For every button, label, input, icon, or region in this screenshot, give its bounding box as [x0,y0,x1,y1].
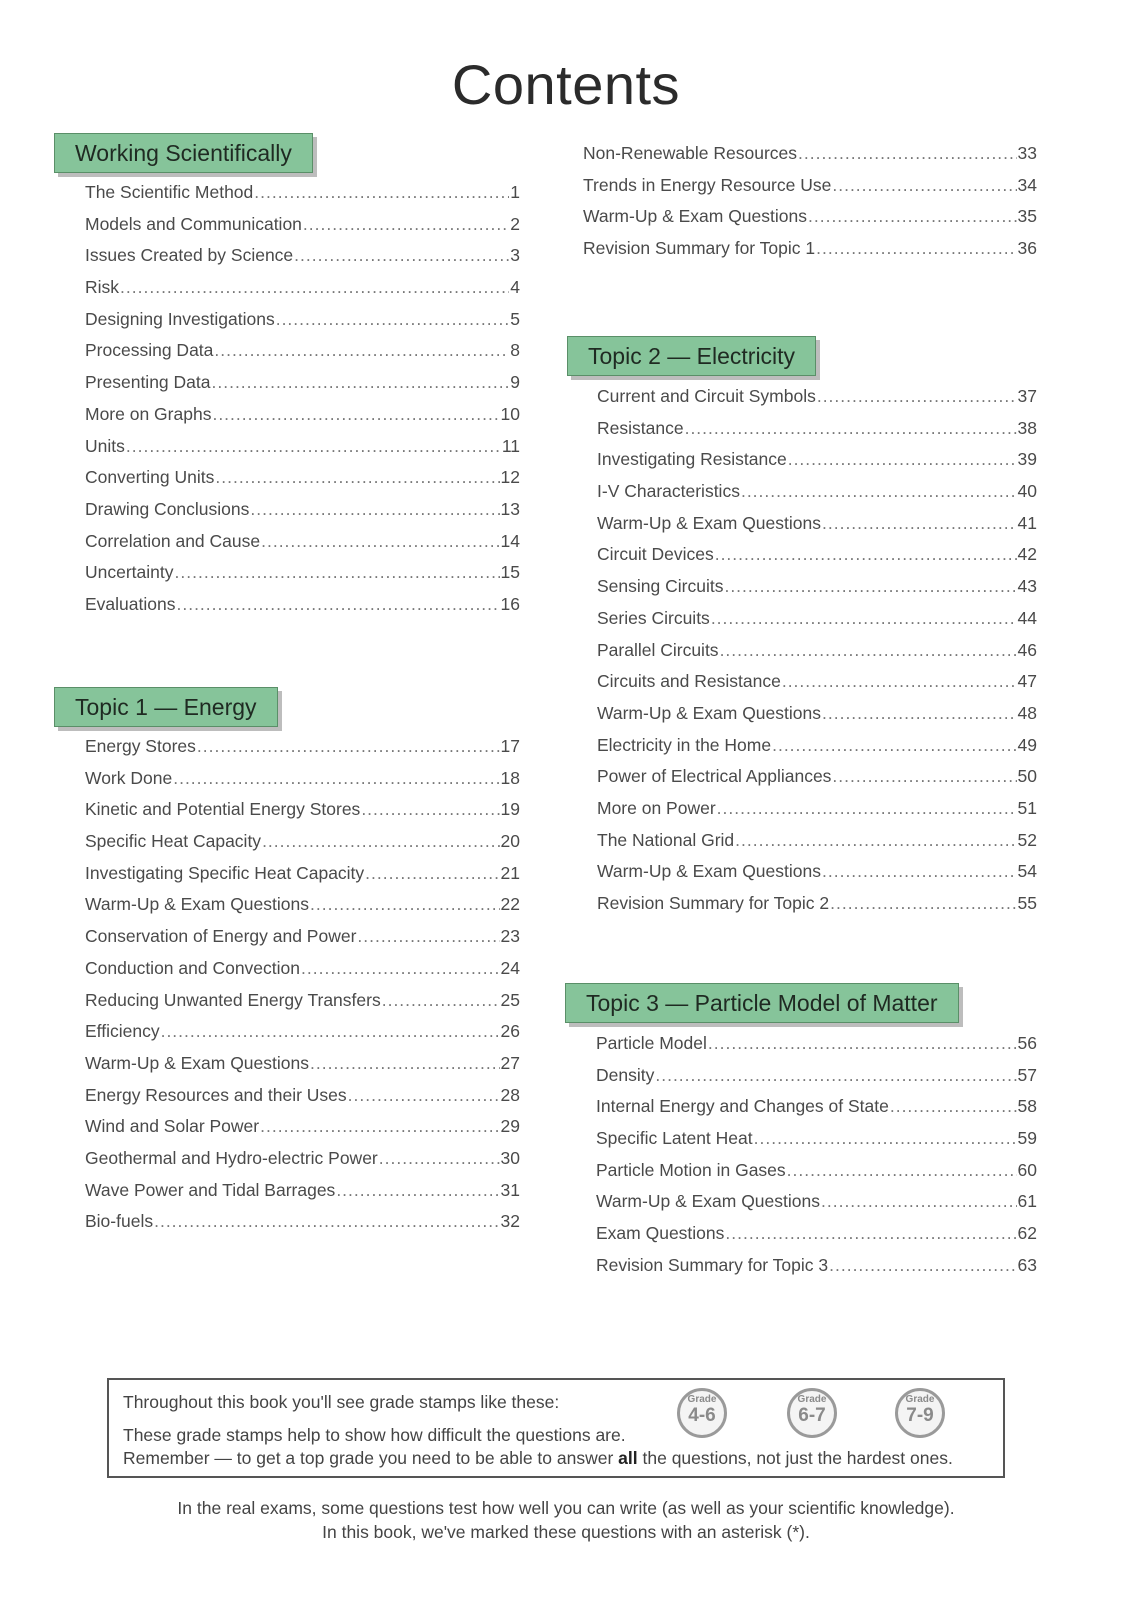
toc-entry-title: Presenting Data [85,372,211,393]
toc-entry-page: 15 [500,562,520,583]
toc-entry-page: 40 [1017,481,1037,502]
toc-entry [597,418,1037,450]
toc-entry-leader [720,640,1017,661]
toc-entry-page: 11 [501,435,520,456]
toc-entry-title: Designing Investigations [85,308,275,329]
grade-stamp-value: 4-6 [688,1405,716,1426]
toc-entry-leader [336,1180,499,1201]
toc-entry-leader [717,798,1017,819]
toc-entry-title: Wave Power and Tidal Barrages [85,1179,336,1200]
toc-entry-leader [276,309,510,330]
toc-entry-page: 37 [1017,386,1037,406]
toc-entry-title: Particle Model [596,1033,707,1053]
toc-entry [85,467,520,499]
toc-entry-leader [310,894,500,915]
toc-entry-leader [261,531,499,552]
toc-entry-leader [382,990,500,1011]
toc-entry [596,1096,1037,1128]
toc-entry-title: Risk [85,277,120,298]
toc-entry-leader [348,1085,500,1106]
toc-entry-leader [830,893,1016,914]
toc-entry-title: Electricity in the Home [597,734,772,755]
toc-entry [583,143,1037,175]
toc-entry [85,277,520,309]
toc-entry-title: Evaluations [85,593,176,614]
toc-entry-page: 12 [500,467,520,488]
section-heading-topic-2: Topic 2 — Electricity [567,336,816,376]
toc-entry-title: Investigating Resistance [597,449,787,470]
toc-entry-page: 23 [500,926,520,947]
toc-entry [85,436,520,468]
toc-entry-title: Density [596,1064,655,1085]
toc-entry-title: Revision Summary for Topic 2 [597,893,830,913]
toc-entry-page: 4 [510,277,520,298]
toc-entry-leader [361,799,499,820]
toc-entry-page: 26 [500,1021,520,1042]
toc-entry [596,1191,1037,1223]
toc-entry-title: Parallel Circuits [597,639,719,660]
toc-entry-title: More on Power [597,797,716,818]
toc-entry-leader [685,418,1017,439]
toc-entry-leader [262,831,499,852]
toc-entry-page: 36 [1017,238,1037,259]
page-title: Contents [451,53,681,116]
grade-box-line-3-end: the questions, not just the hardest ones. [637,1448,953,1468]
toc-entry-page: 27 [500,1052,520,1073]
toc-list-working-scientifically [85,182,520,626]
toc-entry-page: 24 [500,957,520,978]
toc-entry-page: 22 [500,894,520,915]
toc-entry-page: 31 [500,1179,520,1200]
toc-entry-leader [822,861,1017,882]
toc-entry-title: Processing Data [85,340,214,361]
toc-entry-leader [212,372,510,393]
toc-entry [596,1128,1037,1160]
toc-entry-page: 43 [1017,576,1037,597]
toc-entry [597,735,1037,767]
toc-entry-page: 60 [1017,1159,1037,1180]
toc-entry [85,831,520,863]
toc-entry-leader [782,671,1017,692]
toc-entry [597,513,1037,545]
toc-entry [85,309,520,341]
toc-list-topic-3 [596,1033,1037,1287]
toc-entry-leader [294,245,509,266]
toc-entry-leader [829,1255,1016,1276]
toc-entry [85,863,520,895]
toc-entry-page: 63 [1017,1254,1037,1275]
toc-entry-title: Circuit Devices [597,544,714,565]
toc-entry [597,386,1037,418]
toc-entry-leader [154,1211,499,1232]
toc-entry-page: 29 [500,1116,520,1137]
toc-entry-page: 59 [1017,1128,1037,1149]
toc-entry-title: Correlation and Cause [85,530,261,551]
toc-entry-title: Sensing Circuits [597,576,724,597]
toc-entry-leader [711,608,1017,629]
toc-entry-page: 25 [500,989,520,1010]
toc-entry-leader [715,544,1017,565]
toc-entry-page: 55 [1017,893,1037,913]
toc-entry [596,1033,1037,1065]
toc-entry-title: Issues Created by Science [85,245,294,266]
toc-entry-leader [817,386,1017,407]
toc-entry-leader [890,1096,1017,1117]
toc-entry-title: Reducing Unwanted Energy Transfers [85,989,381,1010]
toc-entry [597,766,1037,798]
toc-entry-title: The Scientific Method [85,182,254,202]
section-heading-topic-1: Topic 1 — Energy [54,687,278,727]
toc-list-topic-2 [597,386,1037,925]
toc-entry-page: 58 [1017,1096,1037,1117]
toc-entry [85,768,520,800]
toc-entry-page: 47 [1017,671,1037,692]
toc-entry [85,182,520,214]
toc-entry [597,640,1037,672]
toc-entry-title: Resistance [597,417,684,438]
toc-entry-page: 1 [510,182,520,202]
toc-entry-page: 44 [1017,607,1037,628]
toc-entry-title: Models and Communication [85,213,302,234]
grade-stamp-value: 6-7 [798,1405,826,1426]
toc-entry-title: Series Circuits [597,607,710,628]
toc-entry-leader [126,436,501,457]
toc-entry-title: Units [85,435,125,456]
toc-entry-leader [161,1021,500,1042]
toc-entry-leader [741,481,1017,502]
toc-entry-leader [176,594,499,615]
toc-entry-title: Wind and Solar Power [85,1116,260,1137]
grade-stamp-label: Grade [687,1394,717,1405]
toc-entry [597,576,1037,608]
toc-entry-title: The National Grid [597,829,735,850]
toc-entry-leader [215,467,499,488]
grade-stamp-4-6-icon [677,1388,727,1438]
grade-box-line-1: Throughout this book you'll see grade stamps like these: [123,1392,560,1412]
toc-entry [85,531,520,563]
grade-stamp-label: Grade [905,1394,935,1405]
toc-entry [85,1116,520,1148]
toc-entry-title: Revision Summary for Topic 1 [583,238,816,259]
toc-entry [85,926,520,958]
toc-entry-title: Investigating Specific Heat Capacity [85,862,365,883]
toc-entry [85,372,520,404]
toc-entry-leader [724,576,1016,597]
grade-box-line-3 [123,1448,953,1469]
toc-entry-page: 51 [1017,797,1037,818]
toc-entry-leader [379,1148,500,1169]
toc-entry [85,990,520,1022]
toc-entry [597,544,1037,576]
toc-entry-leader [250,499,499,520]
toc-entry-page: 42 [1017,544,1037,565]
toc-entry-leader [175,562,500,583]
toc-entry-title: Specific Latent Heat [596,1128,753,1149]
toc-entry-leader [301,958,500,979]
toc-entry [596,1065,1037,1097]
grade-box-line-3-bold: all [618,1448,638,1468]
toc-entry-leader [357,926,499,947]
toc-entry [597,449,1037,481]
toc-entry-page: 54 [1017,861,1037,882]
toc-entry-page: 48 [1017,702,1037,723]
toc-entry-title: Particle Motion in Gases [596,1159,786,1180]
section-heading-working-scientifically: Working Scientifically [54,133,313,173]
toc-entry-page: 35 [1017,206,1037,227]
toc-entry-leader [816,238,1016,259]
toc-entry-title: Bio-fuels [85,1211,154,1232]
toc-entry-page: 49 [1017,734,1037,755]
footer-note-line-2: In this book, we've marked these questions with an asterisk (*). [322,1522,810,1542]
toc-entry-page: 17 [500,736,520,756]
toc-entry [85,799,520,831]
grade-box-line-3-start: Remember — to get a top grade you need to be able to answer [123,1448,619,1468]
toc-entry-leader [808,206,1017,227]
toc-entry-title: Drawing Conclusions [85,498,250,519]
toc-entry [85,245,520,277]
toc-entry-title: Trends in Energy Resource Use [583,174,832,195]
toc-entry-title: Specific Heat Capacity [85,831,262,852]
toc-entry [597,703,1037,735]
toc-entry [85,1085,520,1117]
toc-entry-leader [310,1053,500,1074]
toc-entry-page: 34 [1017,174,1037,195]
toc-entry-title: Energy Resources and their Uses [85,1084,347,1105]
toc-entry-page: 41 [1017,512,1037,533]
toc-entry-title: Efficiency [85,1021,160,1042]
toc-entry-page: 32 [500,1211,520,1232]
toc-entry-leader [822,703,1017,724]
toc-entry [583,206,1037,238]
toc-entry [583,175,1037,207]
toc-entry [85,499,520,531]
toc-entry-title: Kinetic and Potential Energy Stores [85,799,361,820]
toc-entry-page: 20 [500,831,520,852]
toc-entry-leader [798,143,1017,164]
grade-stamp-7-9-icon [895,1388,945,1438]
toc-entry-title: Non-Renewable Resources [583,143,797,163]
toc-entry-page: 38 [1017,417,1037,438]
section-heading-topic-3: Topic 3 — Particle Model of Matter [565,983,959,1023]
toc-entry-leader [655,1065,1016,1086]
toc-entry [597,861,1037,893]
toc-entry-leader [260,1116,499,1137]
toc-entry-leader [822,513,1017,534]
toc-entry-title: Current and Circuit Symbols [597,386,816,406]
toc-entry-title: Work Done [85,767,173,788]
toc-entry-title: Conduction and Convection [85,957,301,978]
toc-entry-leader [787,1160,1017,1181]
toc-entry-title: Revision Summary for Topic 3 [596,1254,829,1275]
footer-note-line-1: In the real exams, some questions test how well you can write (as well as your scientific knowledge). [177,1498,955,1518]
toc-entry-title: Exam Questions [596,1223,725,1244]
toc-entry [85,1180,520,1212]
toc-entry-title: Converting Units [85,467,215,488]
toc-entry [85,958,520,990]
toc-entry-title: Energy Stores [85,736,196,756]
toc-list-topic-1-continued [583,143,1037,270]
toc-entry-page: 3 [510,245,520,266]
grade-stamp-label: Grade [797,1394,827,1405]
toc-entry-leader [254,182,509,203]
toc-entry [85,214,520,246]
toc-entry [596,1223,1037,1255]
toc-entry [597,830,1037,862]
toc-entry [85,594,520,626]
toc-entry-page: 61 [1017,1191,1037,1212]
toc-entry [597,608,1037,640]
toc-entry-leader [832,175,1016,196]
toc-entry-title: Conservation of Energy and Power [85,926,357,947]
toc-entry-page: 52 [1017,829,1037,850]
toc-entry-page: 39 [1017,449,1037,470]
toc-entry-leader [303,214,509,235]
toc-entry-page: 33 [1017,143,1037,163]
toc-entry-leader [214,340,509,361]
toc-entry-title: Warm-Up & Exam Questions [85,894,309,915]
toc-entry [85,894,520,926]
toc-entry-title: Warm-Up & Exam Questions [596,1191,820,1212]
toc-entry-title: Warm-Up & Exam Questions [597,702,821,723]
grade-box-line-2: These grade stamps help to show how difficult the questions are. [123,1425,626,1445]
toc-entry [596,1255,1037,1287]
toc-entry [583,238,1037,270]
toc-entry [596,1160,1037,1192]
toc-entry-page: 57 [1017,1064,1037,1085]
toc-entry-page: 14 [500,530,520,551]
toc-entry-title: More on Graphs [85,403,212,424]
toc-entry-page: 16 [500,593,520,614]
toc-entry-page: 5 [510,308,520,329]
toc-entry-leader [832,766,1016,787]
toc-entry-leader [120,277,509,298]
toc-entry-title: Internal Energy and Changes of State [596,1096,889,1117]
toc-entry-leader [772,735,1016,756]
toc-entry-page: 13 [500,498,520,519]
toc-entry-page: 8 [510,340,520,361]
toc-entry-page: 62 [1017,1223,1037,1244]
toc-entry-page: 28 [500,1084,520,1105]
toc-entry-page: 50 [1017,766,1037,787]
grade-stamp-6-7-icon [787,1388,837,1438]
toc-entry [85,340,520,372]
toc-entry [597,798,1037,830]
toc-entry [85,1148,520,1180]
toc-entry-page: 10 [500,403,520,424]
toc-entry-leader [212,404,499,425]
toc-entry-leader [197,736,500,757]
toc-entry-title: Uncertainty [85,562,174,583]
toc-list-topic-1 [85,736,520,1243]
toc-entry-page: 30 [500,1147,520,1168]
toc-entry [85,1211,520,1243]
toc-entry [85,736,520,768]
toc-entry-leader [788,449,1017,470]
toc-entry-leader [754,1128,1017,1149]
toc-entry-page: 18 [500,767,520,788]
toc-entry-leader [365,863,499,884]
toc-entry-page: 56 [1017,1033,1037,1053]
toc-entry-title: Circuits and Resistance [597,671,781,692]
toc-entry-title: Geothermal and Hydro-electric Power [85,1147,378,1168]
toc-entry [85,404,520,436]
toc-entry-title: I-V Characteristics [597,481,740,502]
toc-entry-leader [821,1191,1017,1212]
toc-entry [85,562,520,594]
toc-entry [597,481,1037,513]
toc-entry-leader [173,768,499,789]
toc-entry-page: 21 [500,862,520,883]
toc-entry [85,1053,520,1085]
toc-entry-leader [735,830,1016,851]
toc-entry-title: Warm-Up & Exam Questions [597,512,821,533]
toc-entry-title: Warm-Up & Exam Questions [597,861,821,882]
toc-entry-title: Warm-Up & Exam Questions [583,206,807,227]
toc-entry-title: Warm-Up & Exam Questions [85,1052,309,1073]
toc-entry-page: 9 [510,372,520,393]
grade-stamp-value: 7-9 [906,1405,934,1426]
toc-entry-leader [708,1033,1017,1054]
toc-entry [85,1021,520,1053]
toc-entry [597,893,1037,925]
toc-entry-page: 2 [510,213,520,234]
toc-entry-title: Power of Electrical Appliances [597,766,832,787]
grade-stamps-box [107,1378,1005,1478]
toc-entry-leader [725,1223,1016,1244]
toc-entry-page: 19 [500,799,520,820]
toc-entry [597,671,1037,703]
toc-entry-page: 46 [1017,639,1037,660]
